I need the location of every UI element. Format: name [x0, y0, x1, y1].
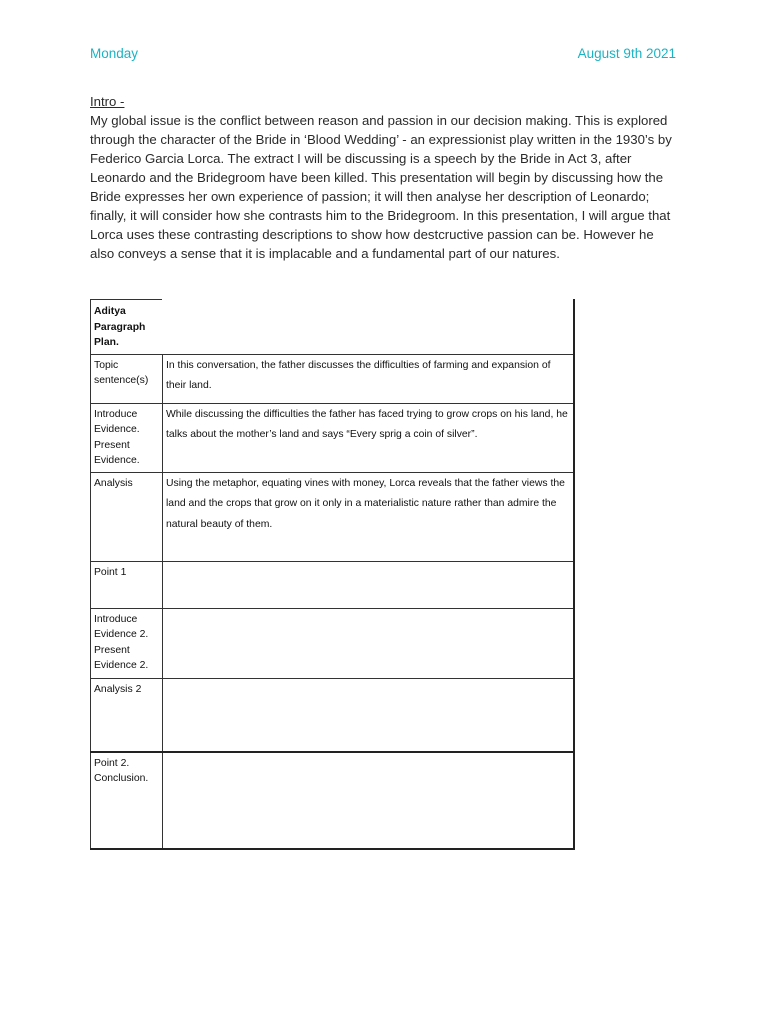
paragraph-plan-table [90, 299, 575, 850]
intro-section [90, 92, 680, 263]
row-label-analysis: Analysis [91, 472, 163, 561]
header-day: Monday [90, 46, 139, 61]
intro-heading: Intro - [90, 94, 125, 109]
row-content-point-1[interactable] [163, 561, 575, 608]
page-header [90, 46, 676, 66]
row-label-analysis-2: Analysis 2 [91, 678, 163, 752]
row-content-analysis-2[interactable] [163, 678, 575, 752]
row-label-point-1: Point 1 [91, 561, 163, 608]
row-content-evidence-2[interactable] [163, 608, 575, 678]
row-label-evidence: Introduce Evidence. Present Evidence. [91, 403, 163, 472]
table-row [91, 354, 575, 403]
table-row [91, 403, 575, 472]
row-content-topic-sentence[interactable]: In this conversation, the father discusses the difficulties of farming and expansion of their land. [163, 354, 575, 403]
row-content-analysis[interactable]: Using the metaphor, equating vines with money, Lorca reveals that the father views the land and the crops that grow on it only in a materialistic nature rather than admire the natural beauty of them. [163, 472, 575, 561]
intro-paragraph: My global issue is the conflict between reason and passion in our decision making. This is explored through the character of the Bride in ‘Blood Wedding’ - an expressionist play written in the 1930’s by Federico Garcia Lorca. The extract I will be discussing is a speech by the Bride in Act 3, after Leonardo and the Bridegroom have been killed. This presentation will begin by discussing how the Bride expresses her own experience of passion; it will then analyse her description of Leonardo; finally, it will consider how she contrasts him to the Bridegroom. In this presentation, I will argue that Lorca uses these contrasting descriptions to show how destcructive passion can be. However he also conveys a sense that it is implacable and a fundamental part of our natures. [90, 113, 672, 261]
row-content-point-2[interactable] [163, 752, 575, 849]
table-row [91, 678, 575, 752]
table-title-spacer [163, 299, 575, 354]
row-label-topic-sentence: Topic sentence(s) [91, 354, 163, 403]
header-date: August 9th 2021 [577, 46, 676, 61]
row-label-point-2: Point 2. Conclusion. [91, 752, 163, 849]
table-row [91, 752, 575, 849]
table-title-row [91, 299, 575, 354]
table-row [91, 472, 575, 561]
table-title: Aditya Paragraph Plan. [91, 299, 163, 354]
row-label-evidence-2: Introduce Evidence 2. Present Evidence 2. [91, 608, 163, 678]
table-row [91, 608, 575, 678]
row-content-evidence[interactable]: While discussing the difficulties the father has faced trying to grow crops on his land, he talks about the mother’s land and says “Every sprig a coin of silver”. [163, 403, 575, 472]
table-row [91, 561, 575, 608]
